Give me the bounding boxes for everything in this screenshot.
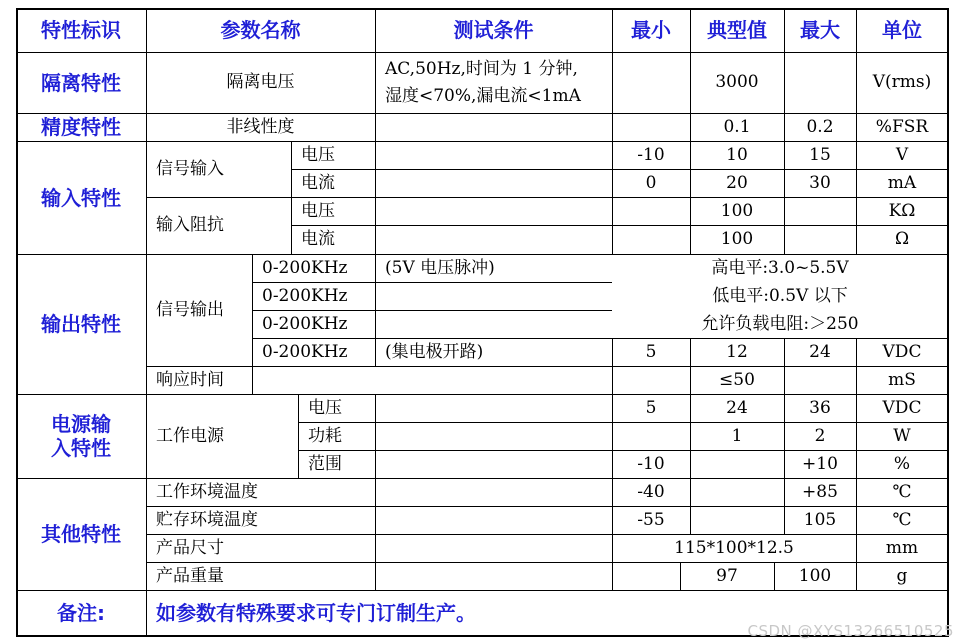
product-size-unit: mm: [885, 537, 919, 558]
input-min: [612, 197, 690, 225]
condition-isolation: [375, 52, 612, 113]
output-oc-min: 5: [645, 341, 657, 362]
input-min: -10: [637, 144, 665, 165]
operating-temp-max: +85: [802, 481, 838, 502]
category-power-line1: 电源输: [51, 412, 111, 436]
accuracy-unit: %FSR: [875, 116, 929, 137]
product-weight-typ: 97: [716, 565, 738, 586]
category-accuracy: 精度特性: [41, 115, 121, 139]
input-max: [784, 197, 856, 225]
product-weight-unit: g: [896, 565, 908, 586]
param-signal-input: 信号输入: [156, 158, 224, 179]
input-typ: 100: [720, 229, 754, 250]
output-load-resistance: 允许负载电阻:＞250: [701, 314, 859, 334]
input-max: 15: [809, 144, 831, 165]
storage-temp-max: 105: [803, 509, 837, 530]
response-unit: mS: [888, 369, 916, 390]
param-product-size: 产品尺寸: [156, 537, 224, 558]
input-max: [784, 225, 856, 254]
input-unit: KΩ: [888, 200, 916, 221]
isolation-unit: V(rms): [872, 72, 932, 93]
output-oc-typ: 12: [726, 341, 748, 362]
output-freq: 0-200KHz: [262, 341, 348, 362]
input-unit: Ω: [894, 229, 910, 250]
operating-temp-min: -40: [637, 481, 665, 502]
param-power-supply: 工作电源: [156, 425, 224, 446]
power-sub-label: 范围: [308, 453, 342, 474]
input-sub-label: 电流: [301, 172, 335, 193]
storage-temp-unit: ℃: [892, 509, 912, 530]
product-weight-max: 100: [798, 565, 832, 586]
header-unit: 单位: [882, 18, 922, 42]
output-condition-open-collector: (集电极开路): [385, 341, 484, 362]
power-max: +10: [802, 453, 838, 474]
param-input-impedance: 输入阻抗: [156, 215, 224, 236]
param-operating-temp: 工作环境温度: [156, 481, 258, 502]
input-unit: mA: [887, 172, 917, 193]
input-typ: 20: [726, 172, 748, 193]
watermark: CSDN @XYS13266510525: [747, 622, 954, 640]
power-typ: 24: [726, 397, 748, 418]
input-sub-label: 电压: [301, 200, 335, 221]
response-typ: ≤50: [719, 369, 755, 390]
category-power-line2: 入特性: [51, 436, 111, 460]
power-min: -10: [637, 453, 665, 474]
header-param-name: 参数名称: [220, 18, 301, 42]
operating-temp-unit: ℃: [892, 481, 912, 502]
power-max: 2: [814, 425, 826, 446]
header-condition: 测试条件: [453, 18, 534, 42]
param-storage-temp: 贮存环境温度: [156, 509, 258, 530]
notes-label: 备注:: [57, 601, 105, 625]
input-unit: V: [895, 144, 909, 165]
header-category: 特性标识: [41, 18, 121, 42]
power-sub-label: 电压: [308, 397, 342, 418]
output-condition-pulse: (5V 电压脉冲): [385, 257, 495, 278]
header-max: 最大: [800, 18, 840, 42]
input-typ: 100: [720, 200, 754, 221]
condition-isolation-line1: AC,50Hz,时间为 1 分钟,: [385, 58, 578, 79]
input-sub-label: 电压: [301, 144, 335, 165]
param-nonlinearity: 非线性度: [226, 116, 295, 137]
power-unit: VDC: [882, 397, 922, 418]
accuracy-typ: 0.1: [723, 116, 751, 137]
param-response-time: 响应时间: [156, 369, 224, 390]
category-input: 输入特性: [41, 185, 121, 210]
output-oc-unit: VDC: [882, 341, 922, 362]
param-isolation-voltage: 隔离电压: [226, 72, 295, 93]
category-isolation: 隔离特性: [41, 70, 121, 95]
input-typ: 10: [726, 144, 748, 165]
param-product-weight: 产品重量: [156, 565, 224, 586]
input-min: [612, 225, 690, 254]
category-power: [16, 394, 146, 478]
output-freq: 0-200KHz: [262, 285, 348, 306]
notes-text: 如参数有特殊要求可专门订制生产。: [156, 601, 476, 625]
isolation-typ: 3000: [715, 72, 759, 93]
output-level-spec: [612, 254, 948, 338]
param-signal-output: 信号输出: [156, 299, 224, 320]
output-oc-max: 24: [809, 341, 831, 362]
power-min: [612, 422, 690, 450]
output-high-level: 高电平:3.0~5.5V: [711, 258, 849, 278]
power-unit: %: [893, 453, 911, 474]
power-sub-label: 功耗: [308, 425, 342, 446]
power-min: 5: [645, 397, 657, 418]
category-other: 其他特性: [41, 522, 121, 546]
category-output: 输出特性: [41, 312, 121, 336]
power-unit: W: [893, 425, 911, 446]
output-freq: 0-200KHz: [262, 313, 348, 334]
output-low-level: 低电平:0.5V 以下: [712, 286, 848, 306]
input-max: 30: [809, 172, 831, 193]
accuracy-max: 0.2: [806, 116, 834, 137]
storage-temp-min: -55: [637, 509, 665, 530]
power-typ: [690, 450, 784, 478]
power-typ: 1: [731, 425, 743, 446]
input-sub-label: 电流: [301, 229, 335, 250]
header-typ: 典型值: [707, 18, 767, 42]
output-freq: 0-200KHz: [262, 257, 348, 278]
condition-isolation-line2: 湿度<70%,漏电流<1mA: [385, 85, 581, 106]
power-max: 36: [809, 397, 831, 418]
header-min: 最小: [631, 18, 671, 42]
product-size-value: 115*100*12.5: [674, 537, 794, 558]
input-min: 0: [645, 172, 657, 193]
